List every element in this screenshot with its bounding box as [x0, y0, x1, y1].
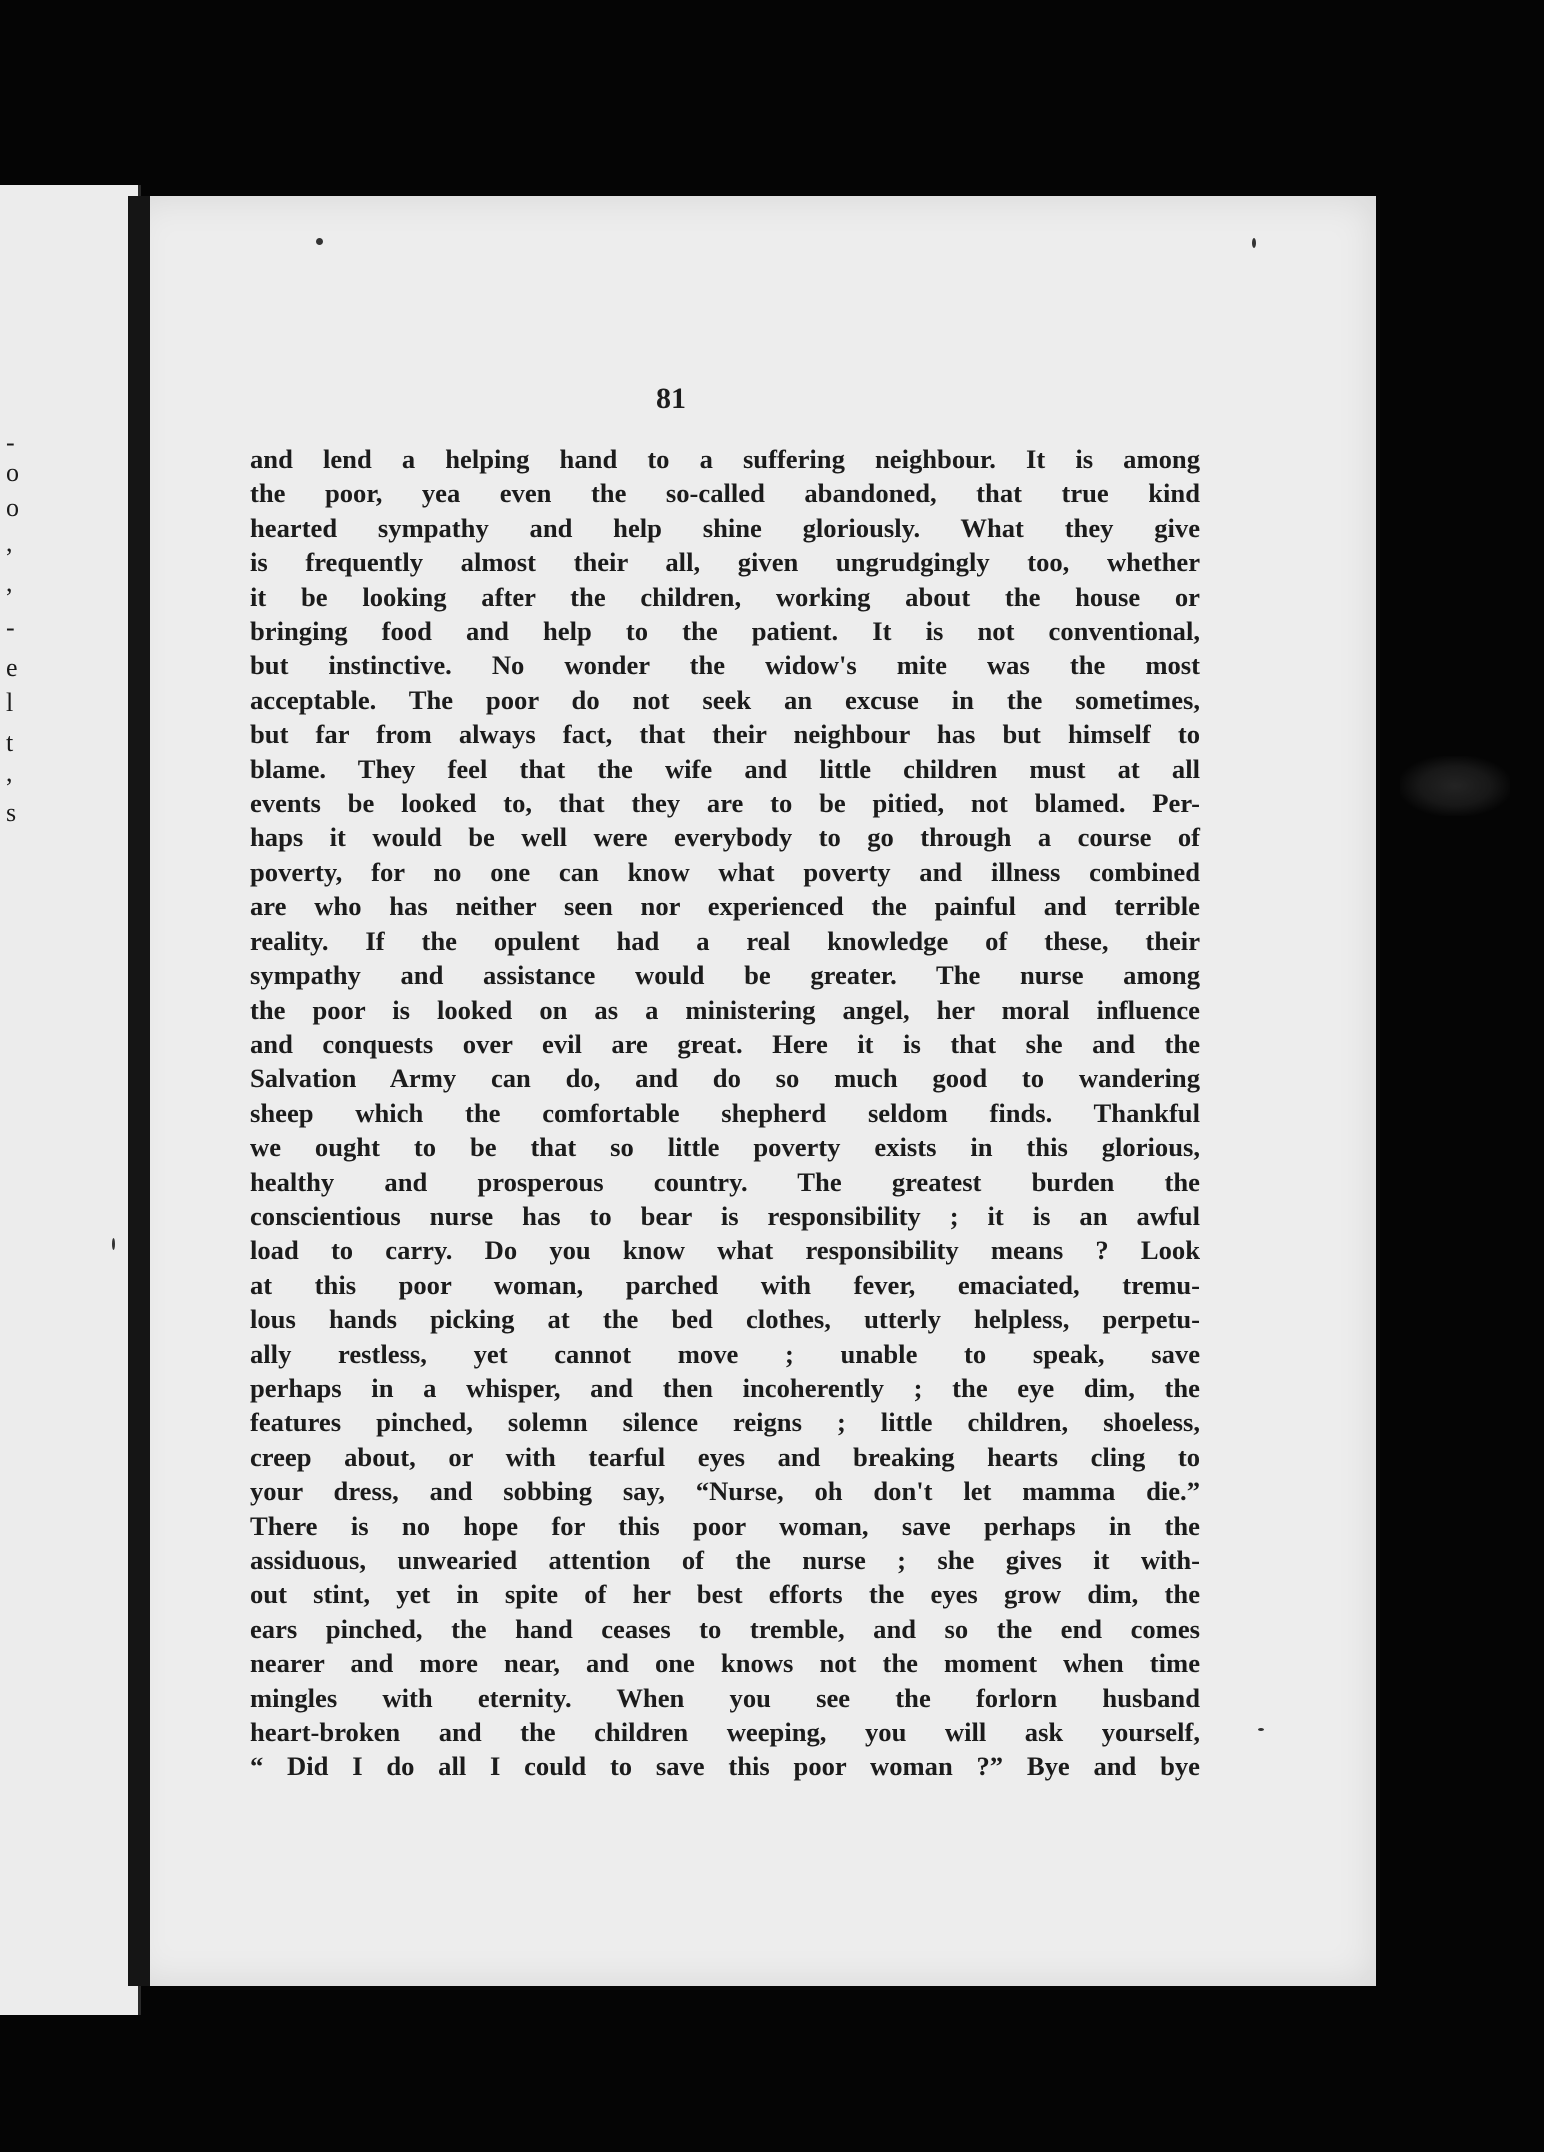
book-page: [130, 196, 1376, 1986]
previous-page-fragment: ,: [6, 568, 13, 597]
previous-page-fragment: -: [6, 428, 15, 457]
text-line: ears pinched, the hand ceases to tremble, and so the end comes: [250, 1613, 1200, 1644]
previous-page-fragment: l: [6, 688, 14, 717]
page-number: 81: [656, 382, 686, 415]
previous-page-fragment: e: [6, 653, 18, 682]
text-line: events be looked to, that they are to be pitied, not blamed. Per-: [250, 788, 1200, 819]
ink-speck: [316, 238, 323, 245]
text-line: reality. If the opulent had a real knowledge of these, their: [250, 925, 1200, 956]
text-line: it be looking after the children, working about the house or: [250, 581, 1200, 612]
text-line: heart-broken and the children weeping, you will ask yourself,: [250, 1717, 1200, 1748]
page-binding-edge: [128, 196, 150, 1986]
ink-speck: [1252, 238, 1256, 248]
previous-page-fragment: -: [6, 613, 15, 642]
text-line: nearer and more near, and one knows not the moment when time: [250, 1648, 1200, 1679]
ink-speck: [1258, 1728, 1264, 1731]
text-line: sheep which the comfortable shepherd seldom finds. Thankful: [250, 1097, 1200, 1128]
text-line: but instinctive. No wonder the widow's mite was the most: [250, 650, 1200, 681]
previous-page-fragment: t: [6, 728, 14, 757]
previous-page-fragment: s: [6, 798, 17, 827]
text-line: creep about, or with tearful eyes and breaking hearts cling to: [250, 1441, 1200, 1472]
text-line: sympathy and assistance would be greater. The nurse among: [250, 960, 1200, 991]
text-line: the poor is looked on as a ministering angel, her moral influence: [250, 994, 1200, 1025]
ink-speck: [112, 1238, 115, 1250]
previous-page-fragment: ,: [6, 758, 13, 787]
text-line: we ought to be that so little poverty exists in this glorious,: [250, 1132, 1200, 1163]
text-line: conscientious nurse has to bear is responsibility ; it is an awful: [250, 1200, 1200, 1231]
previous-page-fragment: ,: [6, 528, 13, 557]
text-line: blame. They feel that the wife and little children must at all: [250, 753, 1200, 784]
text-line: your dress, and sobbing say, “Nurse, oh don't let mamma die.”: [250, 1476, 1200, 1507]
text-line: There is no hope for this poor woman, save perhaps in the: [250, 1510, 1200, 1541]
text-line: and conquests over evil are great. Here it is that she and the: [250, 1028, 1200, 1059]
text-line: and lend a helping hand to a suffering neighbour. It is among: [250, 444, 1200, 474]
text-line: at this poor woman, parched with fever, emaciated, tremu-: [250, 1269, 1200, 1300]
text-line: mingles with eternity. When you see the forlorn husband: [250, 1682, 1200, 1713]
text-line: out stint, yet in spite of her best efforts the eyes grow dim, the: [250, 1579, 1200, 1610]
text-line: features pinched, solemn silence reigns ; little children, shoeless,: [250, 1407, 1200, 1438]
text-line: are who has neither seen nor experienced the painful and terrible: [250, 891, 1200, 922]
body-text: [250, 442, 1200, 1784]
text-line: “ Did I do all I could to save this poor woman ?” Bye and bye: [250, 1751, 1200, 1782]
previous-page-fragment: o: [6, 493, 19, 522]
text-line: bringing food and help to the patient. It is not conventional,: [250, 616, 1200, 647]
text-line: healthy and prosperous country. The greatest burden the: [250, 1166, 1200, 1197]
text-line: assiduous, unwearied attention of the nurse ; she gives it with-: [250, 1545, 1200, 1575]
text-line: ally restless, yet cannot move ; unable to speak, save: [250, 1338, 1200, 1369]
text-line: hearted sympathy and help shine gloriously. What they give: [250, 512, 1200, 543]
text-line: poverty, for no one can know what poverty and illness combined: [250, 856, 1200, 887]
text-line: but far from always fact, that their neighbour has but himself to: [250, 719, 1200, 750]
text-line: acceptable. The poor do not seek an excuse in the sometimes,: [250, 684, 1200, 715]
text-line: haps it would be well were everybody to go through a course of: [250, 822, 1200, 853]
previous-page-fragment: o: [6, 458, 19, 487]
previous-page-edge: [0, 185, 141, 2015]
ink-stain: [1400, 756, 1510, 816]
text-line: is frequently almost their all, given ungrudgingly too, whether: [250, 547, 1200, 578]
text-line: lous hands picking at the bed clothes, utterly helpless, perpetu-: [250, 1304, 1200, 1335]
text-line: Salvation Army can do, and do so much good to wandering: [250, 1063, 1200, 1094]
text-line: perhaps in a whisper, and then incoherently ; the eye dim, the: [250, 1372, 1200, 1403]
text-line: load to carry. Do you know what responsibility means ? Look: [250, 1235, 1200, 1266]
text-line: the poor, yea even the so-called abandoned, that true kind: [250, 478, 1200, 509]
